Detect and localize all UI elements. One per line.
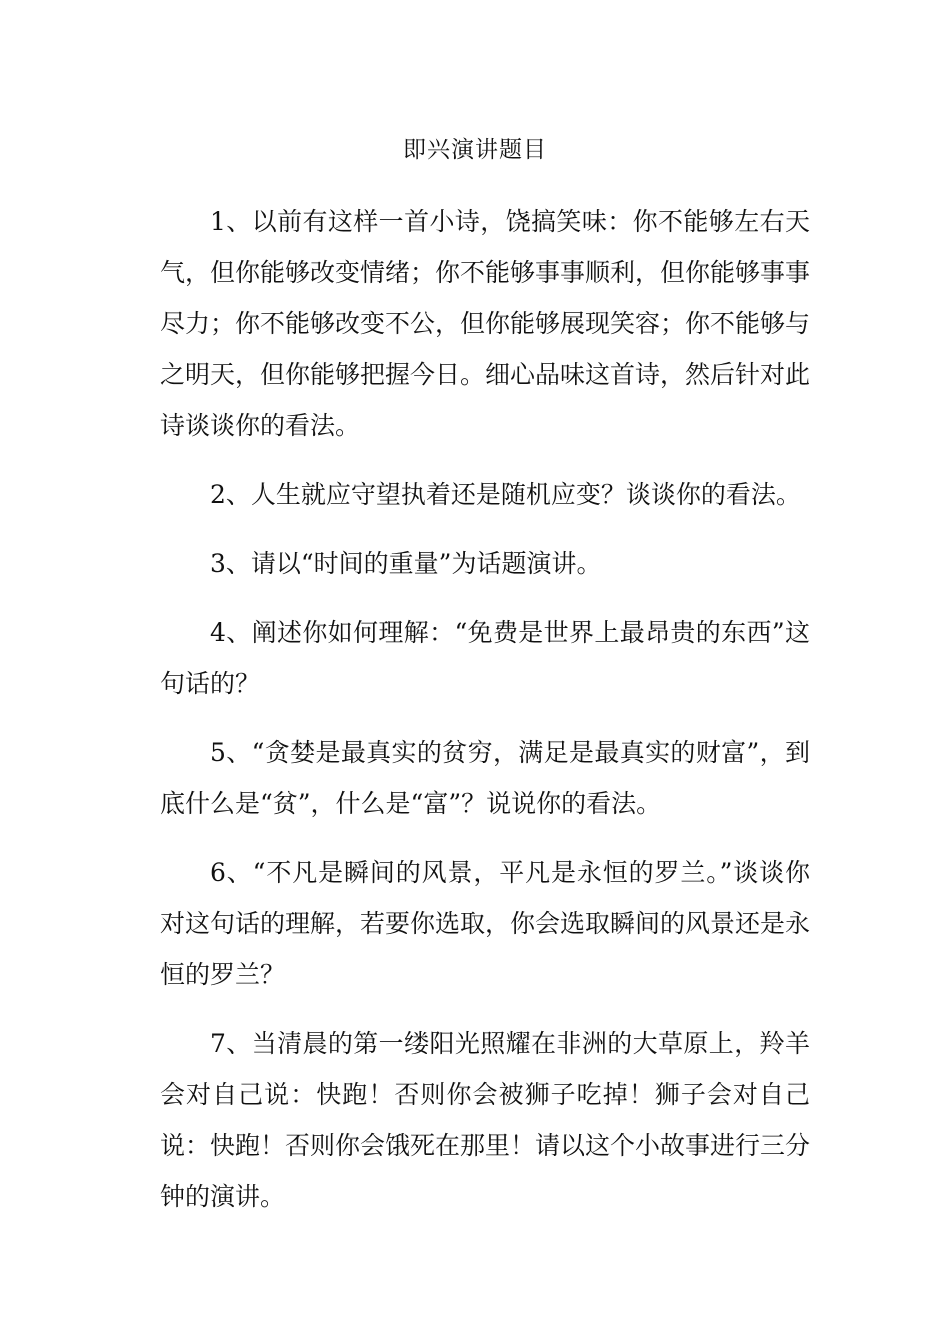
topic-item-1: 1、以前有这样一首小诗，饶搞笑味：你不能够左右天气，但你能够改变情绪；你不能够事事顺利，但你能够事事尽力；你不能够改变不公，但你能够展现笑容；你不能够与之明天，但你能够把握今日。细心品味这首诗，然后针对此诗谈谈你的看法。 [160,207,811,440]
document-body [160,196,810,1240]
topic-item-4: 4、阐述你如何理解：“免费是世界上最昂贵的东西”这句话的？ [160,618,810,698]
topic-item-7: 7、当清晨的第一缕阳光照耀在非洲的大草原上，羚羊会对自己说：快跑！否则你会被狮子吃掉！狮子会对自己说：快跑！否则你会饿死在那里！请以这个小故事进行三分钟的演讲。 [160,1029,811,1211]
topic-item-5: 5、“贪婪是最真实的贫穷，满足是最真实的财富”，到底什么是“贫”，什么是“富”？说说你的看法。 [160,738,810,818]
document-title: 即兴演讲题目 [403,137,547,163]
topic-item-2: 2、人生就应守望执着还是随机应变？谈谈你的看法。 [210,480,801,509]
topic-item-6: 6、“不凡是瞬间的风景，平凡是永恒的罗兰。”谈谈你对这句话的理解，若要你选取，你会选取瞬间的风景还是永恒的罗兰？ [160,858,811,989]
topic-item-3: 3、请以“时间的重量”为话题演讲。 [210,549,602,578]
